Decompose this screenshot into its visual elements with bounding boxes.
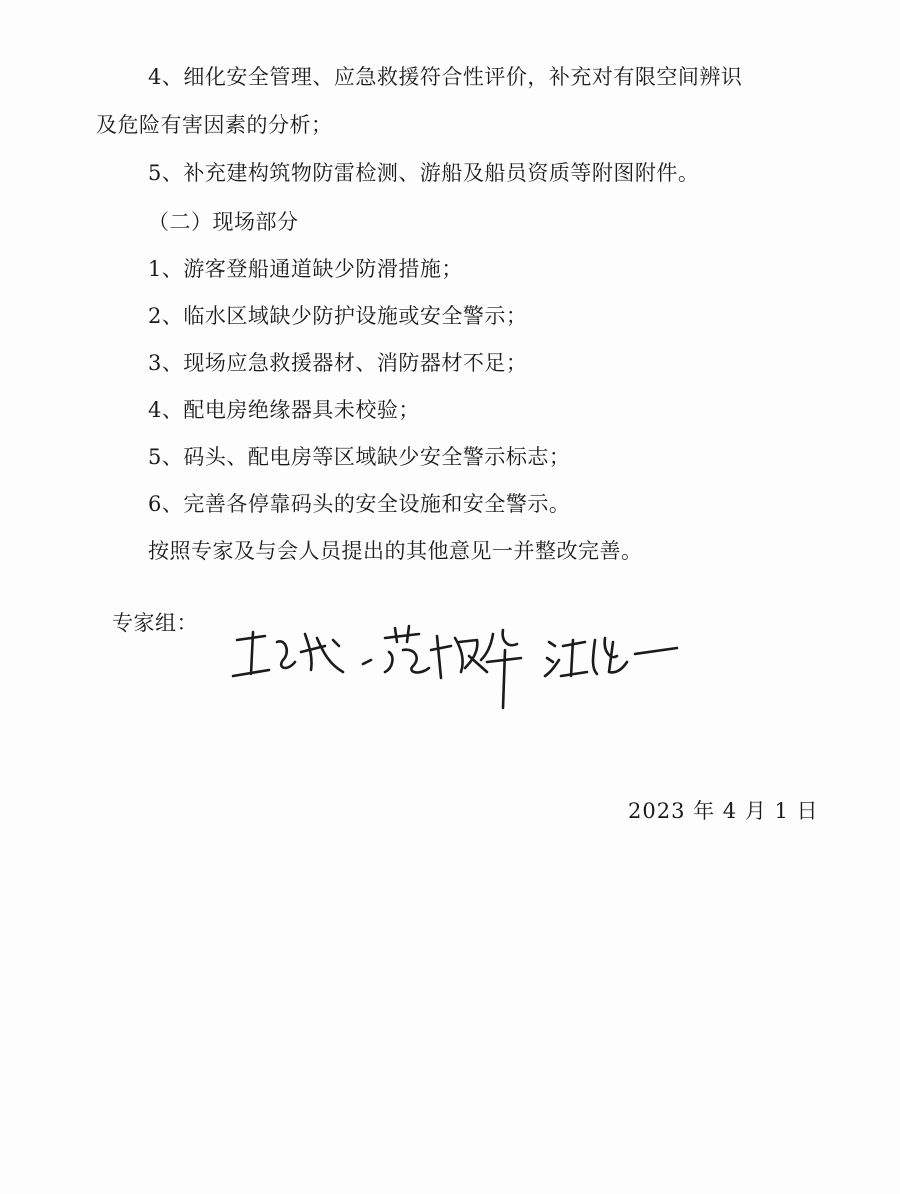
closing-remark: 按照专家及与会人员提出的其他意见一并整改完善。: [148, 539, 643, 563]
document-date: 2023 年 4 月 1 日: [628, 799, 819, 823]
onsite-item-6: 6、完善各停靠码头的安全设施和安全警示。: [148, 492, 571, 516]
signature-3: [545, 638, 677, 676]
section-heading-onsite: （二）现场部分: [148, 210, 299, 234]
onsite-item-1: 1、游客登船通道缺少防滑措施；: [148, 257, 463, 281]
onsite-item-3: 3、现场应急救援器材、消防器材不足；: [148, 351, 528, 375]
signature-1: [233, 632, 343, 676]
expert-group-label: 专家组：: [112, 611, 198, 635]
onsite-item-5: 5、码头、配电房等区域缺少安全警示标志；: [148, 445, 571, 469]
expert-signatures: [225, 612, 685, 712]
onsite-item-4: 4、配电房绝缘器具未校验；: [148, 398, 420, 422]
item-4-detail-evaluation-cont: 及危险有害因素的分析；: [96, 113, 333, 137]
item-4-detail-evaluation: 4、细化安全管理、应急救援符合性评价，补充对有限空间辨识: [148, 65, 743, 89]
onsite-item-2: 2、临水区域缺少防护设施或安全警示；: [148, 304, 528, 328]
signature-2: [363, 626, 521, 708]
item-5-attachments: 5、补充建构筑物防雷检测、游船及船员资质等附图附件。: [148, 161, 700, 185]
